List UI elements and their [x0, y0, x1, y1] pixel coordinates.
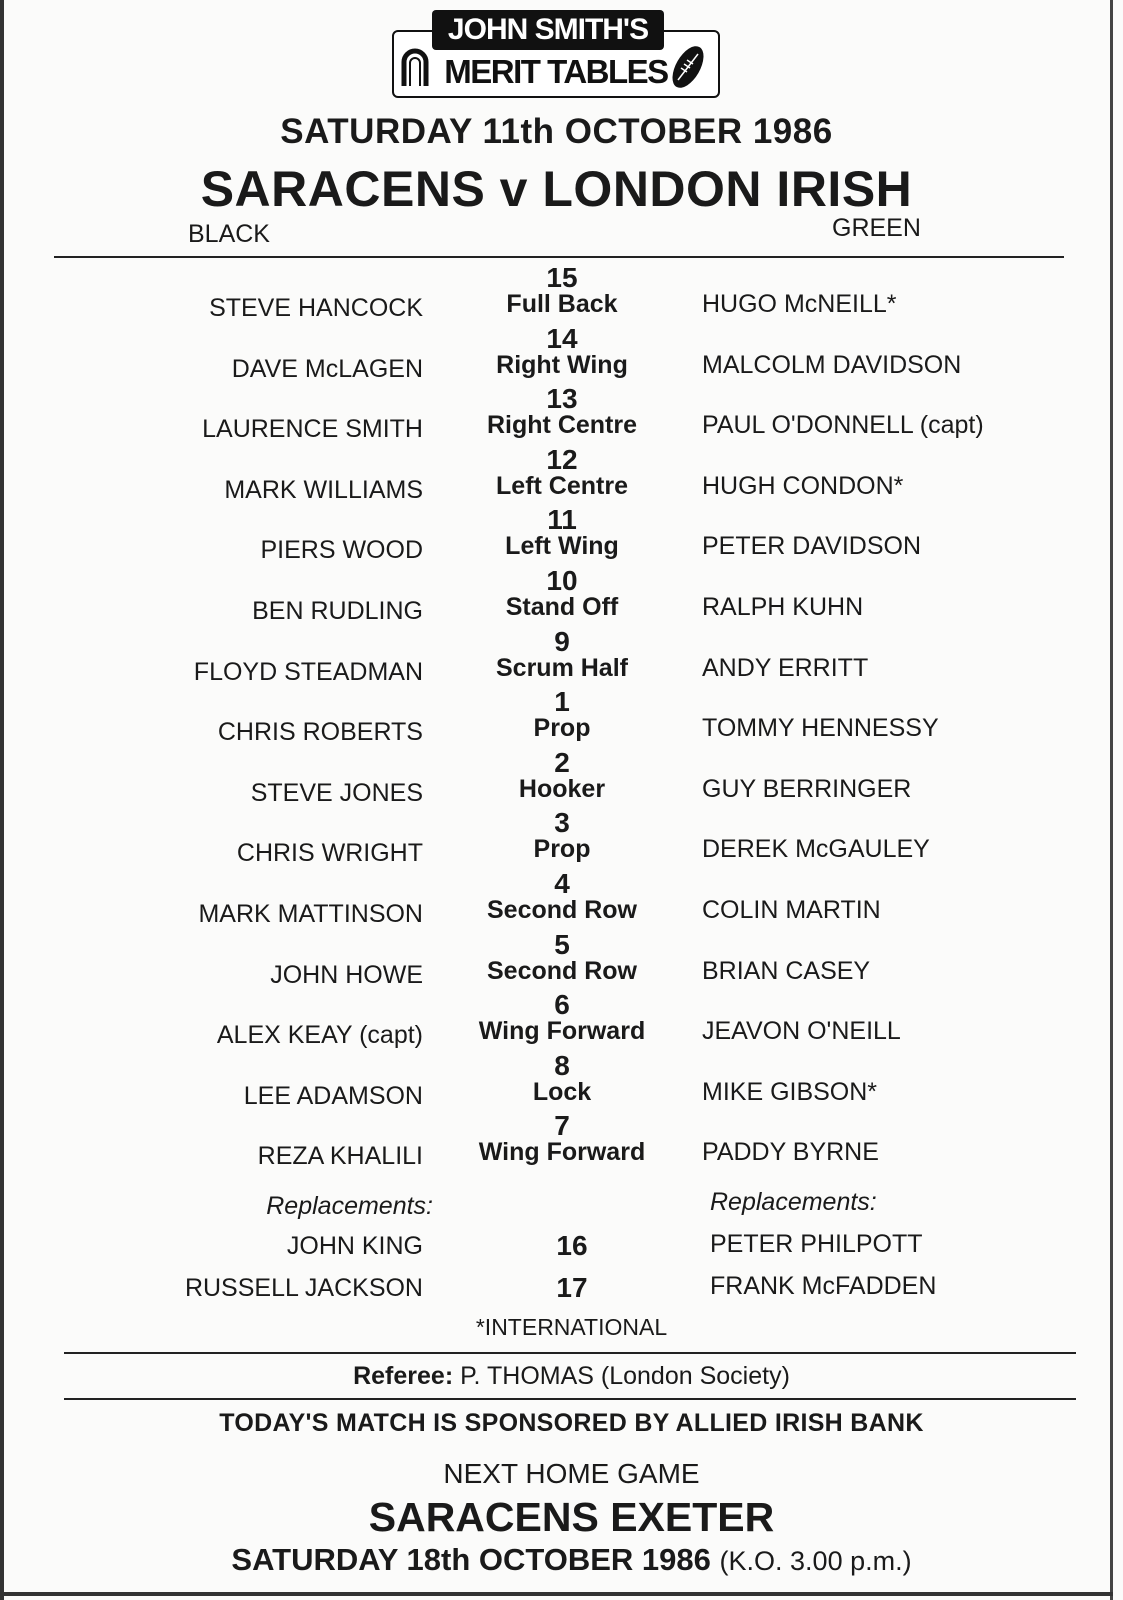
position-number: 4	[554, 867, 570, 899]
lineup-row	[0, 991, 1113, 1052]
position	[462, 264, 662, 318]
home-player: ALEX KEAY (capt)	[216, 1021, 423, 1050]
lineup-row	[0, 867, 1113, 931]
away-player: HUGH CONDON*	[702, 471, 904, 500]
position-number: 10	[546, 564, 578, 596]
position-label: Wing Forward	[478, 1138, 646, 1167]
position-number: 7	[554, 1110, 570, 1142]
next-match-title: SARACENS EXETER	[368, 1494, 775, 1540]
position-label: Prop	[533, 714, 591, 743]
away-player: PAUL O'DONNELL (capt)	[702, 411, 984, 440]
position	[462, 322, 662, 379]
home-player: FLOYD STEADMAN	[193, 657, 423, 686]
position-label: Full Back	[506, 290, 618, 318]
away-player: RALPH KUHN	[702, 592, 864, 621]
away-player: GUY BERRINGER	[702, 774, 912, 803]
away-replacement: FRANK McFADDEN	[710, 1272, 937, 1300]
team-list	[0, 264, 1113, 1173]
position-number: 14	[546, 322, 578, 354]
away-player: TOMMY HENNESSY	[702, 714, 939, 743]
position-number: 11	[547, 504, 577, 536]
position-label: Stand Off	[505, 592, 619, 621]
rugby-ball-icon	[664, 42, 712, 92]
away-player: MIKE GIBSON*	[702, 1077, 878, 1106]
away-colour: GREEN	[832, 214, 921, 242]
home-player: BEN RUDLING	[252, 596, 423, 625]
away-replacements-label: Replacements:	[710, 1188, 877, 1216]
away-player: BRIAN CASEY	[702, 956, 871, 985]
away-player: PETER DAVIDSON	[702, 532, 922, 561]
home-player: JOHN HOWE	[270, 960, 423, 989]
position	[462, 688, 662, 742]
position-label: Left Centre	[496, 471, 628, 500]
home-player: REZA KHALILI	[257, 1142, 423, 1171]
position	[462, 928, 662, 985]
position-label: Wing Forward	[478, 1017, 646, 1046]
away-player: DEREK McGAULEY	[702, 835, 930, 864]
position-label: Second Row	[486, 956, 637, 985]
header-divider	[54, 256, 1064, 258]
position-number: 1	[554, 686, 570, 718]
horseshoe-icon	[400, 46, 430, 88]
position-number: 15	[546, 262, 578, 293]
position	[462, 991, 662, 1045]
sponsor-logo	[392, 10, 718, 96]
lineup-row	[0, 443, 1113, 507]
home-player: LAURENCE SMITH	[202, 415, 423, 444]
position-label: Prop	[533, 835, 591, 864]
position-label: Lock	[532, 1077, 592, 1106]
away-player: JEAVON O'NEILL	[702, 1017, 901, 1046]
home-player: STEVE JONES	[250, 778, 423, 807]
lineup-row	[0, 809, 1113, 870]
home-replacements-label: Replacements:	[266, 1192, 433, 1220]
home-colour: BLACK	[188, 220, 270, 248]
position	[462, 746, 662, 803]
next-home-game-label: NEXT HOME GAME	[443, 1458, 700, 1489]
home-replacement: JOHN KING	[286, 1232, 423, 1260]
position-number: 5	[554, 928, 570, 960]
lineup-row	[0, 625, 1113, 689]
replacement-row	[0, 1274, 1113, 1314]
position	[462, 809, 662, 863]
position	[462, 506, 662, 560]
home-replacement: RUSSELL JACKSON	[184, 1274, 423, 1302]
away-player: HUGO McNEILL*	[702, 290, 897, 318]
position	[462, 385, 662, 439]
replacement-row	[0, 1232, 1113, 1272]
position	[462, 625, 662, 682]
home-player: STEVE HANCOCK	[209, 294, 423, 322]
lineup-row	[0, 928, 1113, 992]
lineup-row	[0, 264, 1113, 325]
replacement-number: 16	[556, 1230, 588, 1261]
away-player: PADDY BYRNE	[702, 1138, 879, 1167]
lineup-row	[0, 688, 1113, 749]
position-number: 6	[554, 989, 570, 1021]
position-number: 13	[546, 383, 578, 415]
sponsor-notice: TODAY'S MATCH IS SPONSORED BY ALLIED IRISH BANK	[219, 1409, 924, 1437]
lineup-row	[0, 322, 1113, 386]
referee-label: Referee:	[353, 1362, 454, 1390]
position-label: Scrum Half	[496, 653, 628, 682]
next-match-date	[0, 1542, 1123, 1578]
home-player: CHRIS ROBERTS	[217, 718, 423, 747]
referee-top-divider	[64, 1352, 1076, 1354]
position	[462, 564, 662, 621]
referee-line	[0, 1362, 1123, 1391]
next-date-text: SATURDAY 18th OCTOBER 1986	[231, 1542, 711, 1577]
lineup-row	[0, 385, 1113, 446]
position	[462, 867, 662, 924]
away-player: COLIN MARTIN	[702, 895, 881, 924]
away-replacement: PETER PHILPOTT	[710, 1230, 923, 1258]
replacement-number: 17	[556, 1272, 588, 1303]
position-number: 12	[546, 443, 578, 475]
position-label: Second Row	[486, 895, 637, 924]
home-player: PIERS WOOD	[260, 536, 423, 565]
away-player: MALCOLM DAVIDSON	[702, 350, 962, 379]
lineup-row	[0, 1112, 1113, 1173]
position-label: Right Wing	[496, 350, 628, 379]
kickoff-time: (K.O. 3.00 p.m.)	[719, 1546, 912, 1576]
page-border-bottom	[0, 1592, 1113, 1596]
home-player: DAVE McLAGEN	[231, 354, 423, 383]
position-label: Right Centre	[487, 411, 637, 440]
position-number: 2	[554, 746, 570, 778]
lineup-row	[0, 1049, 1113, 1113]
match-title: SARACENS v LONDON IRISH	[200, 161, 913, 217]
logo-line-1: JOHN SMITH'S	[432, 10, 664, 50]
home-player: MARK WILLIAMS	[224, 475, 423, 504]
away-player: ANDY ERRITT	[702, 653, 869, 682]
referee-bottom-divider	[64, 1398, 1076, 1400]
home-player: LEE ADAMSON	[243, 1081, 423, 1110]
position-label: Hooker	[518, 774, 606, 803]
position	[462, 1049, 662, 1106]
match-date: SATURDAY 11th OCTOBER 1986	[280, 112, 833, 151]
position-number: 9	[554, 625, 570, 657]
lineup-row	[0, 506, 1113, 567]
international-footnote: *INTERNATIONAL	[475, 1314, 668, 1340]
position-number: 3	[554, 807, 570, 839]
home-player: MARK MATTINSON	[198, 899, 423, 928]
position	[462, 1112, 662, 1166]
referee-name: P. THOMAS (London Society)	[460, 1362, 790, 1390]
home-player: CHRIS WRIGHT	[236, 839, 423, 868]
position-label: Left Wing	[505, 532, 619, 561]
logo-line-2: MERIT TABLES	[444, 53, 668, 90]
lineup-row	[0, 564, 1113, 628]
position	[462, 443, 662, 500]
position-number: 8	[554, 1049, 570, 1081]
lineup-row	[0, 746, 1113, 810]
